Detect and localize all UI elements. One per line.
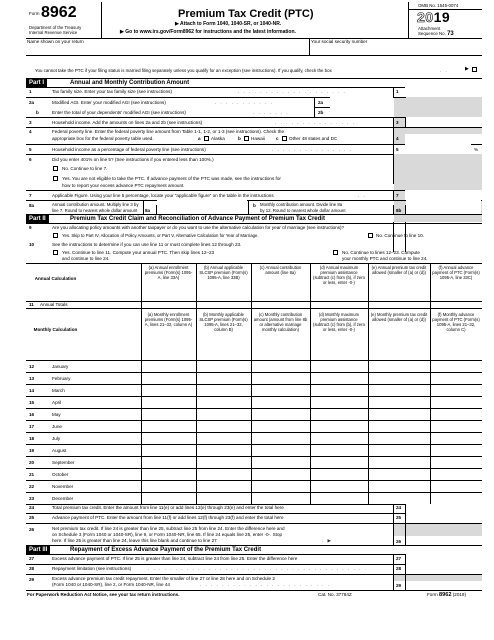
alaska-checkbox[interactable]	[204, 136, 209, 141]
line1-label: Tax family size. Enter your tax family size (see instructions)	[52, 89, 172, 94]
month-col-d-input[interactable]	[311, 397, 368, 408]
month-col-e-input[interactable]	[369, 433, 430, 444]
part2-title: Premium Tax Credit Claim and Reconciliation of Advance Payment of Premium Tax Credit	[70, 216, 325, 222]
hawaii-label: Hawaii	[251, 136, 265, 141]
mfs-notice: You cannot take the PTC if your filing status is married filing separately unless you qualify for an exception (see instructions). If you qualify, check the box	[35, 68, 332, 73]
line28-box-number: 28	[396, 566, 402, 571]
month-col-f-input[interactable]	[431, 373, 482, 384]
line26-number: 26	[29, 527, 35, 532]
form-footer-id: Form 8962 (2019)	[427, 592, 467, 598]
month-col-e-input[interactable]	[369, 481, 430, 492]
month-col-c-input[interactable]	[252, 445, 310, 456]
monthly-col-c-header: (c) Monthly contribution amount (amount from line 8b or alternative marriage monthly calculation)	[253, 312, 308, 332]
line1-box-number: 1	[396, 89, 399, 94]
line28-number: 28	[29, 566, 35, 571]
month-name: October	[52, 471, 69, 477]
form-number: 8962	[41, 4, 77, 21]
month-line-number: 19	[29, 447, 35, 453]
line7-box-number: 7	[396, 193, 399, 198]
name-field[interactable]	[27, 45, 307, 55]
month-col-c-input[interactable]	[252, 385, 310, 396]
line8a-number: 8a	[29, 203, 35, 208]
dept-line2: Internal Revenue Service	[29, 30, 78, 35]
line9-number: 9	[29, 225, 32, 230]
line4-opt-a: a	[198, 136, 201, 141]
month-col-f-input[interactable]	[431, 397, 482, 408]
month-col-d-input[interactable]	[311, 469, 368, 480]
line8b-label-1: Monthly contribution amount. Divide line 8a	[260, 202, 343, 207]
month-col-d-input[interactable]	[311, 433, 368, 444]
line26-box-number: 26	[396, 539, 402, 544]
line2a-box-number: 2a	[318, 100, 324, 105]
goto-instruction: ▶ Go to www.irs.gov/Form8962 for instructions and the latest information.	[120, 29, 296, 35]
month-col-c-input[interactable]	[252, 361, 310, 372]
month-col-b-input[interactable]	[197, 457, 251, 468]
line28-label: Repayment limitation (see instructions)	[52, 566, 132, 571]
month-col-a-input[interactable]	[142, 397, 196, 408]
month-col-f-input[interactable]	[431, 385, 482, 396]
line28-input[interactable]	[405, 564, 482, 574]
line5-number: 5	[29, 147, 32, 152]
month-name: September	[52, 459, 75, 465]
line8a-box-number: 8a	[145, 208, 151, 213]
month-col-b-input[interactable]	[197, 361, 251, 372]
month-col-b-input[interactable]	[197, 385, 251, 396]
month-line-number: 15	[29, 399, 35, 405]
month-col-b-input[interactable]	[197, 409, 251, 420]
line11-col-c-input[interactable]	[252, 301, 310, 308]
month-line-number: 14	[29, 387, 35, 393]
annual-col-a-header: (a) Annual enrollment premiums (Form(s) 1095-A, line 33A)	[144, 265, 193, 280]
month-col-f-input[interactable]	[431, 433, 482, 444]
month-col-a-input[interactable]	[142, 421, 196, 432]
annual-calc-label: Annual Calculation	[34, 276, 77, 281]
month-col-f-input[interactable]	[431, 469, 482, 480]
month-name: March	[52, 387, 65, 393]
line7-label: Applicable Figure. Using your line 5 percentage, locate your “applicable figure” on the table in the instructions	[52, 193, 274, 198]
month-col-b-input[interactable]	[197, 469, 251, 480]
line6-yes-checkbox[interactable]	[53, 176, 58, 181]
month-col-c-input[interactable]	[252, 469, 310, 480]
month-line-number: 20	[29, 459, 35, 465]
line8b-box-number: 8b	[396, 208, 402, 213]
month-col-f-input[interactable]	[431, 493, 482, 504]
month-col-a-input[interactable]	[142, 361, 196, 372]
part1-label: Part I	[26, 79, 47, 87]
month-col-a-input[interactable]	[142, 373, 196, 384]
line2b-input[interactable]	[330, 107, 393, 117]
line8b-input[interactable]	[406, 200, 481, 214]
line8b-number: b	[253, 203, 256, 208]
line25-box-number: 25	[396, 515, 402, 520]
month-col-b-input[interactable]	[197, 433, 251, 444]
dept-line1: Department of the Treasury	[29, 25, 82, 30]
line29-label-a: Excess advance premium tax credit repayment. Enter the smaller of line 27 or line 28 here and on Schedule 2	[52, 576, 275, 581]
line10-yes-label-a: Yes. Continue to line 11. Compute your annual PTC. Then skip lines 12–23	[62, 250, 215, 255]
line25-input[interactable]	[405, 513, 482, 523]
line4-number: 4	[29, 129, 32, 134]
month-col-e-input[interactable]	[369, 397, 430, 408]
month-col-c-input[interactable]	[252, 397, 310, 408]
part1-title: Annual and Monthly Contribution Amount	[70, 80, 190, 86]
month-col-c-input[interactable]	[252, 493, 310, 504]
month-line-number: 23	[29, 495, 35, 501]
month-col-d-input[interactable]	[311, 445, 368, 456]
month-col-d-input[interactable]	[311, 373, 368, 384]
month-col-d-input[interactable]	[311, 481, 368, 492]
annual-col-b-header: (b) Annual applicable SLCSP premium (Form(s) 1095-A, line 33B)	[199, 265, 248, 280]
line10-no-label-a: No. Continue to lines 12–23. Compute	[342, 250, 420, 255]
month-name: July	[52, 435, 61, 441]
line10-yes-label-b: and continue to line 24.	[62, 256, 110, 261]
month-col-b-input[interactable]	[197, 445, 251, 456]
month-col-a-input[interactable]	[142, 481, 196, 492]
month-col-d-input[interactable]	[311, 457, 368, 468]
line2b-number: b	[36, 110, 39, 115]
line27-number: 27	[29, 556, 35, 561]
month-name: January	[52, 363, 69, 369]
line26-label-a: Net premium tax credit. If line 24 is greater than line 25, subtract line 25 from line 24. Enter the difference here and	[52, 526, 285, 531]
line6-yes-label-b: how to report your excess advance PTC repayment amount.	[62, 183, 185, 188]
month-line-number: 12	[29, 363, 35, 369]
name-label: Name shown on your return	[27, 39, 84, 44]
month-col-b-input[interactable]	[197, 373, 251, 384]
month-col-d-input[interactable]	[311, 493, 368, 504]
line3-label: Household income. Add the amounts on lines 2a and 2b (see instructions)	[52, 120, 203, 125]
line9-yes-checkbox[interactable]	[53, 233, 58, 238]
month-col-a-input[interactable]	[142, 409, 196, 420]
omb-number: OMB No. 1545-0074	[418, 3, 459, 8]
month-col-e-input[interactable]	[369, 445, 430, 456]
line24-input[interactable]	[405, 504, 482, 513]
line6-label: Did you enter 401% on line 5? (See instructions if you entered less than 100%.)	[52, 157, 214, 162]
line2a-number: 2a	[29, 100, 35, 105]
line10-label: See the instructions to determine if you can use line 11 or must complete lines 12 through 23.	[52, 242, 242, 247]
line26-label-b: on Schedule 3 (Form 1040 or 1040-SR), line 9, or Form 1040-NR, line 65. If line 24 equals line 25, enter -0-. Stop	[52, 532, 283, 537]
form-word: Form	[29, 11, 40, 16]
line10-yes-checkbox[interactable]	[53, 250, 58, 255]
month-col-e-input[interactable]	[369, 373, 430, 384]
form-8962-page: Form 8962 Department of the Treasury Internal Revenue Service Premium Tax Credit (PTC) ▶ Attach to Form 1040, 1040-SR, or 1040-NR. ▶ Go to www.irs.gov/Form8962 for instructions and the latest information. OMB No. 1545-0074 2019 Attachment Sequence No. 73 Name shown on your return Your social security number You cannot take the PTC if your filing status is married filing separately unless you qualify for an exception (see instructions). If you qualify, check the box . . ▶ Part I Annual and Monthly Contribution Amount 1 Tax family size. Enter your tax family size (see instructions) . . . . . . . . . . . . . . . . . . . . 1 2a Modified AGI. Enter your modified AGI (see instructions) . . . . . . . . . . . 2a b Enter the total of your dependents' modified AGI (see instructions) . . . . . . . 2b 3 Household income. Add the amounts on lines 2a and 2b (see instructions) . . . . . . . . . . . . . . . 3 4 Federal poverty line. Enter the federal poverty line amount from Table 1-1, 1-2, or 1-3 (see instructions). Check the appropriate box for the federal poverty table used. a Alaska b Hawaii c Other 48 states and DC 4 5 Household income as a percentage of federal poverty line (see instructions) . . . . . . . . . . . . . . . 5 % 6 Did you enter 401% on line 5? (See instructions if you entered less than 100%.) No. Continue to line 7. Yes. You are not eligible to take the PTC. If advance payment of the PTC was made, see the instructions for how to report your excess advance PTC repayment amount. 7 Applicable Figure. Using your line 5 percentage, locate your “applicable figure” on the table in the instructions . . 7 8a Annual contribution amount. Multiply line 3 by line 7. Round to nearest whole dollar amount 8a b Monthly contribution amount. Divide line 8a by 12. Round to nearest whole dollar amount 8b Part II Premium Tax Credit Claim and Reconciliation of Advance Payment of Premium Tax Credit 9 Are you allocating policy amounts with another taxpayer or do you want to use the alternative calculation for year of marriage (see instructions)? Yes. Skip to Part IV, Allocation of Policy Amounts, or Part V, Alternative Calculation for Year of Marriage. No. Continue to line 10. 10 See the instructions to determine if you can use line 11 or must complete lines 12 through 23. Yes. Continue to line 11. Compute your annual PTC. Then skip lines 12–23 and continue to line 24. No. Continue to lines 12–23. Compute your monthly PTC and continue to line 24. Annual Calculation (a) Annual enrollment premiums (Form(s) 1095-A, line 33A) (b) Annual applicable SLCSP premium (Form(s) 1095-A, line 33B) (c) Annual contribution amount (line 8a) (d) Annual maximum premium assistance (subtract (c) from (b), if zero or less, enter -0-) (e) Annual premium tax credit allowed (smaller of (a) or (d)) (f) Annual advance payment of PTC (Form(s) 1095-A, line 33C) 11 Annual Totals Monthly Calculation (a) Monthly enrollment premiums (Form(s) 1095-A, lines 21–32, column A) (b) Monthly applicable SLCSP premium (Form(s) 1095-A, lines 21–32, column B) (c) Monthly contribution amount (amount from line 8b or alternative marriage monthly calculation) (d) Monthly maximum premium assistance (subtract (c) from (b), if zero or less, enter -0-) (e) Monthly premium tax credit allowed (smaller of (a) or (d)) (f) Monthly advance payment of PTC (Form(s) 1095-A, lines 21–32, column C) 12 January 13 February 14 March 15 April 16 May 17 June 18 July 19 August 20 September 21 October 22 November 23 December 24 Total premium tax credit. Enter the amount from line 11(e) or add lines 12(e) through 23(e) and enter the total here 24 25 Advance payment of PTC. Enter the amount from line 11(f) or add lines 12(f) through 23(f) and enter the total here 25 26 Net premium tax credit. If line 24 is greater than line 25, subtract line 25 from line 24. Enter the difference here and on Schedule 3 (Form 1040 or 1040-SR), line 9, or Form 1040-NR, line 65. If line 24 equals line 25, enter -0-. Stop here. If line 25 is greater than line 24, leave this line blank and continue to line 27 . ▶ 26 Part III Repayment of Excess Advance Payment of the Premium Tax Credit 27 Excess advance payment of PTC. If line 25 is greater than line 24, subtract line 24 from line 25. Enter the difference here 27 28 Repayment limitation (see instructions) . . . . . . . . . . . . . . . . . . . . . . . . . . . . . . . . . . . . . . . . 28 29 Excess advance premium tax credit repayment. Enter the smaller of line 27 or line 28 here and on Schedule 2 (Form 1040 or 1040-SR), line 2, or Form 1040-NR, line 44 . . . . . . . . . . . . . . . . . . . . . . . . 29 For Paperwork Reduction Act Notice, see your tax return instructions. Cat. No. 37784Z Form 8962 (2019)	[0, 0, 494, 640]
month-col-e-input[interactable]	[369, 385, 430, 396]
line11-col-a-input[interactable]	[142, 301, 196, 308]
monthly-col-a-header: (a) Monthly enrollment premiums (Form(s) 1095-A, lines 21–32, column A)	[144, 312, 193, 327]
annual-col-d-header: (d) Annual maximum premium assistance (subtract (c) from (b), if zero or less, enter -0-)	[313, 265, 365, 285]
month-col-b-input[interactable]	[197, 397, 251, 408]
line6-number: 6	[29, 157, 32, 162]
month-col-a-input[interactable]	[142, 469, 196, 480]
month-col-f-input[interactable]	[431, 421, 482, 432]
line8a-input[interactable]	[157, 200, 247, 214]
line2a-label: Modified AGI. Enter your modified AGI (see instructions)	[52, 100, 166, 105]
line11-label: Annual Totals	[40, 302, 68, 307]
month-line-number: 17	[29, 423, 35, 429]
month-name: April	[52, 399, 62, 405]
line10-no-checkbox[interactable]	[333, 250, 338, 255]
line4-input[interactable]	[405, 134, 482, 144]
line6-no-label: No. Continue to line 7.	[62, 166, 108, 171]
month-col-c-input[interactable]	[252, 481, 310, 492]
line11-col-e-input[interactable]	[369, 301, 430, 308]
line24-box-number: 24	[396, 505, 402, 510]
catalog-number: Cat. No. 37784Z	[318, 592, 352, 597]
hawaii-checkbox[interactable]	[244, 136, 249, 141]
month-col-f-input[interactable]	[431, 481, 482, 492]
month-name: May	[52, 411, 61, 417]
arrow-icon: ▶	[465, 66, 469, 72]
month-col-a-input[interactable]	[142, 385, 196, 396]
annual-col-c-header: (c) Annual contribution amount (line 8a)	[259, 265, 302, 275]
ssn-label: Your social security number	[311, 39, 368, 44]
line10-no-label-b: your monthly PTC and continue to line 24.	[342, 256, 428, 261]
mfs-exception-checkbox[interactable]	[472, 67, 477, 72]
month-name: February	[52, 375, 71, 381]
monthly-col-e-header: (e) Monthly premium tax credit allowed (smaller of (a) or (d))	[370, 312, 428, 322]
month-col-c-input[interactable]	[252, 457, 310, 468]
line2a-input[interactable]	[330, 97, 393, 107]
line9-no-label: No. Continue to line 10.	[376, 233, 425, 238]
line6-no-checkbox[interactable]	[53, 166, 58, 171]
line2b-label: Enter the total of your dependents' modified AGI (see instructions)	[52, 110, 186, 115]
line3-input[interactable]	[405, 117, 482, 127]
month-col-e-input[interactable]	[369, 493, 430, 504]
line29-label-b: (Form 1040 or 1040-SR), line 2, or Form 1040-NR, line 44	[52, 582, 170, 587]
line7-number: 7	[29, 193, 32, 198]
line8a-label-1: Annual contribution amount. Multiply line 3 by	[52, 202, 139, 207]
month-name: June	[52, 423, 62, 429]
line8b-label-2: by 12. Round to nearest whole dollar amount	[260, 208, 346, 213]
paperwork-notice: For Paperwork Reduction Act Notice, see your tax return instructions.	[27, 592, 180, 597]
month-col-c-input[interactable]	[252, 373, 310, 384]
month-col-b-input[interactable]	[197, 493, 251, 504]
line11-col-d-input[interactable]	[311, 301, 368, 308]
line5-label: Household income as a percentage of federal poverty line (see instructions)	[52, 147, 206, 152]
annual-col-e-header: (e) Annual premium tax credit allowed (smaller of (a) or (d))	[371, 265, 427, 275]
month-col-e-input[interactable]	[369, 421, 430, 432]
month-line-number: 16	[29, 411, 35, 417]
monthly-col-b-header: (b) Monthly applicable SLCSP premium (Form(s) 1095-A, lines 21–32, column B)	[199, 312, 248, 332]
tax-year: 2019	[417, 9, 451, 25]
month-col-f-input[interactable]	[431, 457, 482, 468]
month-col-a-input[interactable]	[142, 493, 196, 504]
month-line-number: 21	[29, 471, 35, 477]
line5-input[interactable]	[405, 144, 471, 154]
other-48-checkbox[interactable]	[282, 136, 287, 141]
line6-yes-label-a: Yes. You are not eligible to take the PTC. If advance payment of the PTC was made, see the instructions for	[62, 176, 281, 181]
alaska-label: Alaska	[211, 136, 225, 141]
month-col-f-input[interactable]	[431, 409, 482, 420]
line8a-label-2: line 7. Round to nearest whole dollar amount	[52, 208, 138, 213]
line24-number: 24	[29, 505, 35, 510]
month-col-f-input[interactable]	[431, 445, 482, 456]
line11-col-b-input[interactable]	[197, 301, 251, 308]
line4-label-b: appropriate box for the federal poverty table used.	[52, 136, 154, 141]
line25-label: Advance payment of PTC. Enter the amount from line 11(f) or add lines 12(f) through 23(f) and enter the total here	[52, 515, 284, 520]
line27-box-number: 27	[396, 556, 402, 561]
month-col-e-input[interactable]	[369, 469, 430, 480]
month-line-number: 13	[29, 375, 35, 381]
month-line-number: 18	[29, 435, 35, 441]
annual-col-f-header: (f) Annual advance payment of PTC (Form(s) 1095-A, line 33C)	[432, 265, 480, 280]
month-col-c-input[interactable]	[252, 433, 310, 444]
line26-label-c: here. If line 25 is greater than line 24, leave this line blank and continue to line 27	[52, 538, 217, 543]
month-col-d-input[interactable]	[311, 361, 368, 372]
sequence-label: Sequence No. 73	[418, 31, 454, 37]
month-col-a-input[interactable]	[142, 433, 196, 444]
month-col-a-input[interactable]	[142, 445, 196, 456]
line1-number: 1	[29, 89, 32, 94]
line11-col-f-input[interactable]	[431, 301, 482, 308]
part2-label: Part II	[26, 215, 49, 223]
month-name: August	[52, 447, 67, 453]
line7-input[interactable]	[405, 190, 482, 200]
line29-input[interactable]	[405, 581, 482, 590]
month-line-number: 22	[29, 483, 35, 489]
line11-number: 11	[29, 302, 34, 307]
part3-label: Part III	[26, 546, 50, 554]
line10-number: 10	[29, 242, 35, 247]
line9-label: Are you allocating policy amounts with another taxpayer or do you want to use the alternative calculation for year of marriage (see instructions)?	[52, 225, 345, 230]
line4-box-number: 4	[396, 136, 399, 141]
part3-title: Repayment of Excess Advance Payment of the Premium Tax Credit	[70, 547, 262, 553]
month-col-e-input[interactable]	[369, 361, 430, 372]
attachment-label: Attachment	[418, 26, 441, 31]
line2b-box-number: 2b	[318, 110, 324, 115]
month-col-e-input[interactable]	[369, 409, 430, 420]
line27-label: Excess advance payment of PTC. If line 25 is greater than line 24, subtract line 24 from line 25. Enter the difference here	[52, 556, 298, 561]
line26-input[interactable]	[405, 536, 482, 545]
month-col-d-input[interactable]	[311, 385, 368, 396]
line5-box-number: 5	[396, 147, 399, 152]
month-col-a-input[interactable]	[142, 457, 196, 468]
other-48-label: Other 48 states and DC	[289, 136, 338, 141]
month-col-b-input[interactable]	[197, 421, 251, 432]
line3-box-number: 3	[396, 120, 399, 125]
line24-label: Total premium tax credit. Enter the amount from line 11(e) or add lines 12(e) through 23(e) and enter the total here	[52, 505, 284, 510]
line4-opt-c: c	[276, 136, 279, 141]
line27-input[interactable]	[405, 554, 482, 564]
month-col-b-input[interactable]	[197, 481, 251, 492]
monthly-calc-label: Monthly Calculation	[33, 327, 78, 332]
form-title: Premium Tax Credit (PTC)	[178, 8, 314, 20]
line9-no-checkbox[interactable]	[368, 233, 373, 238]
line29-number: 29	[29, 577, 35, 582]
line4-opt-b: b	[238, 136, 241, 141]
monthly-col-d-header: (d) Monthly maximum premium assistance (subtract (c) from (b), if zero or less, enter -0-)	[313, 312, 365, 332]
line29-box-number: 29	[396, 583, 402, 588]
line1-input[interactable]	[405, 87, 482, 97]
month-col-d-input[interactable]	[311, 421, 368, 432]
month-col-c-input[interactable]	[252, 409, 310, 420]
month-col-e-input[interactable]	[369, 457, 430, 468]
month-col-d-input[interactable]	[311, 409, 368, 420]
month-col-c-input[interactable]	[252, 421, 310, 432]
monthly-col-f-header: (f) Monthly advance payment of PTC (Form(s) 1095-A, lines 21–32, column C)	[432, 312, 480, 332]
ssn-field[interactable]	[311, 45, 481, 55]
month-name: November	[52, 483, 74, 489]
month-col-f-input[interactable]	[431, 361, 482, 372]
line4-label-a: Federal poverty line. Enter the federal poverty line amount from Table 1-1, 1-2, or 1-3 (see instructions). Check the	[52, 129, 285, 134]
line9-yes-label: Yes. Skip to Part IV, Allocation of Policy Amounts, or Part V, Alternative Calculation for Year of Marriage.	[62, 233, 259, 238]
line3-number: 3	[29, 120, 32, 125]
month-name: December	[52, 495, 74, 501]
line25-number: 25	[29, 515, 35, 520]
percent-sign: %	[474, 147, 479, 152]
attach-instruction: ▶ Attach to Form 1040, 1040-SR, or 1040-NR.	[175, 21, 282, 27]
